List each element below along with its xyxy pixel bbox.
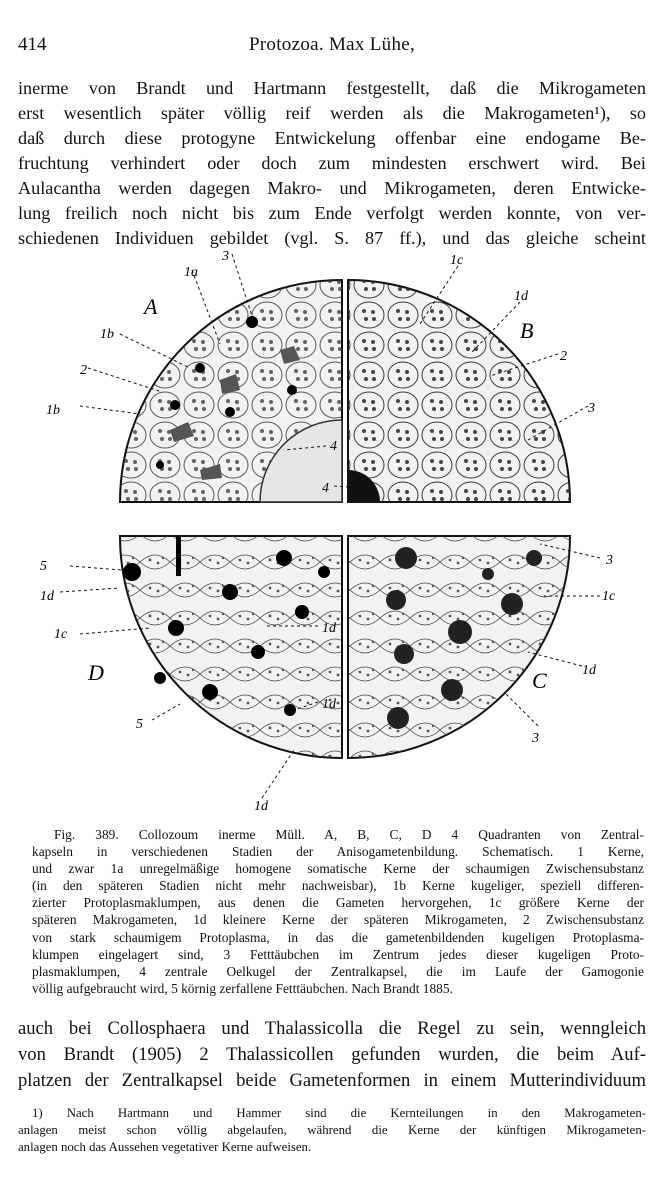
text-line: Aulacantha werden dagegen Makro- und Mikrogameten, deren Entwicke- [18,178,646,198]
caption-line: völlig aufgebraucht wird, 5 körnig zerfallene Fetttäubchen. Nach Brandt 1885. [32,980,453,996]
bottom-paragraph [18,1016,646,1094]
text-line: platzen der Zentralkapsel beide Gametenformen in einem Mutterindividuum [18,1070,646,1091]
text-line: schiedenen Individuen gebildet (vgl. S. 87 ff.), und das gleiche scheint [18,228,646,248]
label-1b: 1b [46,403,60,418]
label-5: 5 [136,717,143,732]
running-title: Protozoa. Max Lühe, [248,34,416,55]
caption-line: plasmaklumpen, 4 zentrale Oelkugel der Zentralkapsel, die im Laufe der Gamogonie [32,963,644,979]
label-1a: 1a [184,265,198,280]
quadrant-label-a: A [144,294,158,319]
caption-line: späteren Makrogameten, 1d kleinere Kerne der späteren Mikrogameten, 2 Zwischensubstanz [32,912,644,928]
caption-line: zierter Protoplasmaklumpen, aus denen die Gameten hervorgehen, 1c größere Kerne der [32,895,644,911]
caption-line: und zwar 1a unregelmäßige homogene somatische Kerne der schaumigen Zwischensubstanz [32,861,644,877]
label-5: 5 [40,559,47,574]
quadrant-label-b: B [520,318,534,343]
label-1c: 1c [602,589,616,604]
text-line: lung freilich noch nicht bis zum Ende verfolgt werden konnte, von ver- [18,203,646,223]
caption-line: (in den späteren Stadien nicht mehr nachweisbar), 1b Kerne kugeliger, speziell differen- [32,878,644,894]
footnote-line: anlagen noch das Aussehen vegetativer Kerne aufweisen. [18,1140,312,1154]
label-1d: 1d [322,697,336,712]
label-2: 2 [80,363,87,378]
top-paragraph [18,76,646,251]
caption-line: kapseln in verschiedenen Stadien der Anisogametenbildung. Schematisch. 1 Kerne, [32,844,644,860]
label-1b: 1b [100,327,114,342]
label-1d: 1d [582,663,596,678]
label-1c: 1c [54,627,68,642]
label-1d: 1d [254,799,268,814]
page-header [18,34,646,60]
text-line: auch bei Collosphaera und Thalassicolla die Regel zu sein, wenngleich [18,1018,646,1039]
label-4: 4 [322,481,329,496]
page-number: 414 [18,34,47,55]
quadrant-b [348,280,570,502]
quadrant-label-d: D [88,660,104,685]
quadrant-label-c: C [532,668,547,693]
text-line: daß durch diese protogyne Entwickelung offenbar eine endogame Be- [18,128,646,148]
footnote-line: 1) Nach Hartmann und Hammer sind die Kernteilungen in den Makrogameten- [32,1106,646,1120]
caption-line: Fig. 389. Collozoum inerme Müll. A, B, C, D 4 Quadranten von Zentral- [54,827,644,842]
text-line: von Brandt (1905) 2 Thalassicollen gefunden wurden, die beim Auf- [18,1044,646,1065]
label-3: 3 [588,401,595,416]
text-line: erst wesentlich später völlig reif werden als die Makrogameten¹), so [18,103,646,123]
text-line: inerme von Brandt und Hartmann festgestellt, daß die Mikrogameten [18,78,646,98]
label-2: 2 [560,349,567,364]
label-4: 4 [330,439,337,454]
label-1d: 1d [322,621,336,636]
quadrant-d [120,536,342,758]
label-3: 3 [606,553,613,568]
label-3: 3 [532,731,539,746]
caption-line: von stark schaumigem Protoplasma, in das die gametenbildenden kugeligen Protoplasma- [32,929,644,945]
figure-caption [32,826,644,997]
label-1c: 1c [450,253,464,268]
footnote-line: anlagen meist schon völlig abgelaufen, während die Kerne der künftigen Mikrogameten- [18,1123,646,1137]
figure-389-illustration [40,240,640,820]
text-line: fruchtung verhindert oder doch zum mindesten erschwert wird. Bei [18,153,646,173]
label-1d: 1d [514,289,528,304]
label-1d: 1d [40,589,54,604]
caption-line: klumpen eingelagert sind, 3 Fetttäubchen im Zentrum jedes dieser kugeligen Proto- [32,946,644,962]
footnote [18,1105,646,1156]
label-3: 3 [222,249,229,264]
